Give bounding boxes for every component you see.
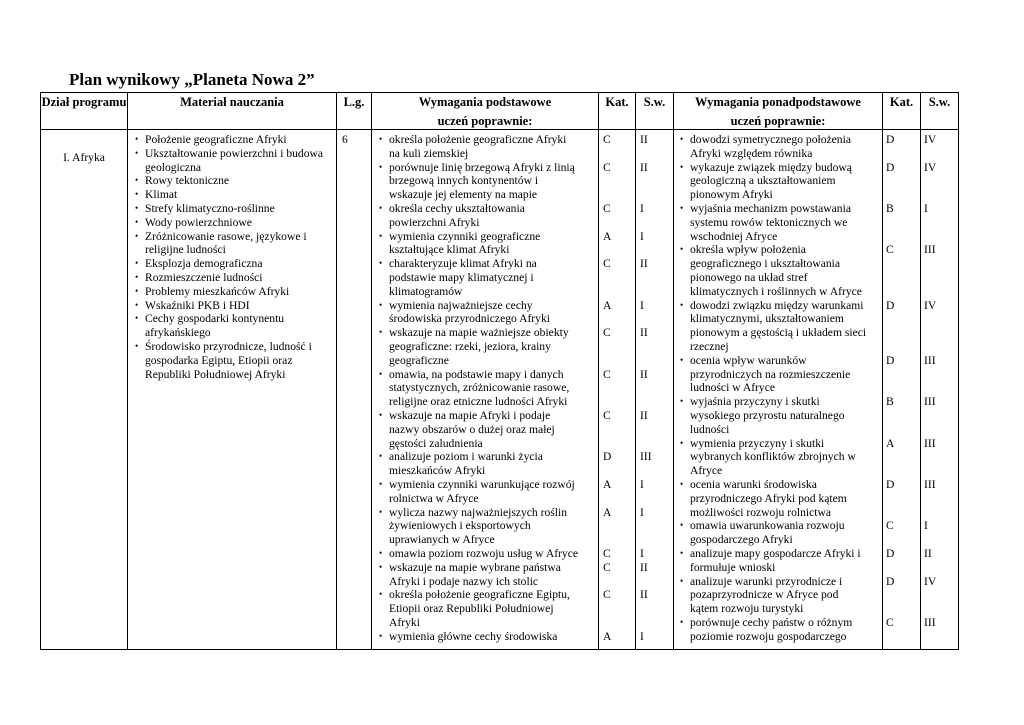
requirement-line: gęstości zaludnienia — [389, 436, 483, 450]
level-code: IV — [924, 160, 937, 174]
requirement-line: • omawia, na podstawie mapy i danych — [389, 367, 564, 381]
level-code: II — [640, 588, 648, 602]
requirement-item — [679, 354, 881, 395]
level-code: II — [640, 257, 648, 271]
category-code: C — [886, 243, 894, 257]
level-code: I — [640, 505, 644, 519]
header-divider — [40, 129, 959, 130]
material-item: • Problemy mieszkańców Afryki — [134, 285, 334, 299]
requirement-text — [679, 519, 881, 547]
requirement-line: geologiczną a ukształtowaniem — [690, 174, 836, 188]
level-code: I — [640, 298, 644, 312]
requirement-item — [679, 575, 881, 616]
header-lg: L.g. — [343, 95, 365, 109]
requirement-line: • określa cechy ukształtowania — [389, 202, 525, 215]
requirement-line: • dowodzi związku między warunkami — [690, 298, 864, 312]
category-code: C — [603, 409, 611, 422]
requirement-line: statystycznych, zróżnicowanie rasowe, — [389, 381, 570, 395]
requirement-line: • określa wpływ położenia — [690, 243, 806, 257]
requirement-line: • wskazuje na mapie wybrane państwa — [389, 560, 561, 574]
requirement-item — [378, 478, 598, 506]
requirement-line: kątem rozwoju turystyki — [690, 602, 804, 616]
requirement-text — [679, 575, 881, 616]
level-code: II — [640, 133, 648, 146]
requirement-item — [378, 161, 598, 202]
requirement-text — [378, 506, 598, 547]
lg-cell: 6 — [342, 133, 348, 146]
category-code: A — [603, 505, 612, 519]
requirement-item — [378, 450, 598, 478]
requirement-line: Afryce — [690, 464, 723, 478]
requirement-line: rzecznej — [690, 339, 729, 353]
requirement-line: rolnictwa w Afryce — [389, 491, 479, 505]
requirement-text — [378, 478, 598, 506]
header-kat-1: Kat. — [605, 95, 629, 109]
requirement-line: • omawia poziom rozwoju usług w Afryce — [389, 547, 578, 560]
category-code: B — [886, 395, 894, 409]
header-sw-1: S.w. — [643, 95, 666, 109]
material-item: • Rozmieszczenie ludności — [134, 271, 334, 285]
requirement-text — [679, 437, 881, 478]
requirement-line: • porównuje linię brzegową Afryki z linią — [389, 160, 575, 174]
requirement-text — [679, 202, 881, 243]
requirement-item — [378, 409, 598, 450]
column-divider — [598, 92, 599, 650]
requirement-text — [679, 616, 881, 644]
requirement-text — [679, 547, 881, 575]
requirement-item — [679, 519, 881, 547]
column-divider — [673, 92, 674, 650]
requirement-line: • charakteryzuje klimat Afryki na — [389, 257, 537, 271]
category-code: D — [886, 160, 895, 174]
requirement-line: przyrodniczych na rozmieszczenie — [690, 367, 851, 381]
category-code: C — [603, 160, 611, 174]
requirement-line: • określa położenie geograficzne Egiptu, — [389, 588, 570, 602]
requirement-item — [378, 230, 598, 258]
category-code: D — [886, 133, 895, 146]
column-divider — [635, 92, 636, 650]
requirement-item — [378, 561, 598, 589]
category-code: C — [603, 133, 611, 146]
column-divider — [920, 92, 921, 650]
level-code: I — [640, 547, 644, 560]
requirement-line: na kuli ziemskiej — [389, 146, 469, 160]
level-code: III — [924, 478, 936, 491]
level-code: III — [640, 450, 652, 464]
category-code: A — [886, 436, 895, 450]
requirement-text — [378, 202, 598, 230]
requirement-line: • wymienia przyczyny i skutki — [690, 436, 825, 450]
requirement-item — [679, 202, 881, 243]
category-code: D — [603, 450, 612, 464]
requirement-text — [679, 243, 881, 298]
requirement-item — [378, 368, 598, 409]
requirement-line: wysokiego przyrostu naturalnego — [690, 408, 845, 422]
category-code: D — [886, 353, 895, 367]
requirement-line: powierzchni Afryki — [389, 215, 480, 229]
requirement-item — [679, 243, 881, 298]
requirement-line: • wylicza nazwy najważniejszych roślin — [389, 505, 568, 519]
requirement-text — [378, 409, 598, 450]
level-code: III — [924, 436, 936, 450]
requirement-line: mieszkańców Afryki — [389, 464, 486, 478]
requirement-line: żywieniowych i eksportowych — [389, 519, 531, 533]
requirement-line: Etiopii oraz Republiki Południowej — [389, 602, 554, 616]
requirement-item — [378, 326, 598, 367]
column-divider — [336, 92, 337, 650]
level-code: II — [640, 367, 648, 381]
requirement-line: • wskazuje na mapie Afryki i podaje — [389, 409, 551, 422]
requirement-line: • wymienia najważniejsze cechy — [389, 298, 533, 312]
requirement-line: formułuje wnioski — [690, 560, 776, 574]
category-code: A — [603, 298, 612, 312]
requirement-line: • wyjaśnia mechanizm powstawania — [690, 202, 851, 215]
level-code: I — [640, 478, 644, 491]
level-code: I — [924, 202, 928, 215]
requirement-item — [679, 395, 881, 436]
requirement-text — [679, 478, 881, 519]
level-code: III — [924, 353, 936, 367]
category-code: C — [603, 367, 611, 381]
requirement-text — [679, 354, 881, 395]
requirement-line: • określa położenie geograficzne Afryki — [389, 133, 567, 146]
requirement-line: pionowego na układ stref — [690, 270, 808, 284]
level-code: IV — [924, 298, 937, 312]
header-podstawowe-line2: uczeń poprawnie: — [437, 114, 533, 128]
requirement-line: klimatogramów — [389, 284, 463, 298]
material-item: • Cechy gospodarki kontynentu afrykańskiego — [134, 312, 334, 340]
level-code: II — [640, 160, 648, 174]
category-code: A — [603, 478, 612, 491]
level-code: I — [640, 202, 644, 215]
category-code: D — [886, 478, 895, 491]
column-divider — [371, 92, 372, 650]
requirement-line: • analizuje mapy gospodarcze Afryki i — [690, 547, 861, 560]
level-code: III — [924, 395, 936, 409]
level-code: II — [640, 409, 648, 422]
requirement-line: możliwości rozwoju rolnictwa — [690, 505, 832, 519]
requirement-text — [378, 561, 598, 589]
level-code: IV — [924, 133, 937, 146]
requirement-line: • wymienia główne cechy środowiska — [389, 629, 558, 643]
category-code: C — [603, 257, 611, 271]
requirement-line: • dowodzi symetrycznego położenia — [690, 133, 851, 146]
requirement-item — [679, 437, 881, 478]
category-code: C — [603, 560, 611, 574]
category-code: C — [886, 519, 894, 533]
material-item: • Klimat — [134, 188, 334, 202]
requirement-line: • ocenia wpływ warunków — [690, 353, 807, 367]
level-code: III — [924, 243, 936, 257]
header-wymagania-ponadpodstawowe — [674, 94, 882, 129]
requirement-item — [679, 161, 881, 202]
material-list — [134, 133, 334, 381]
requirement-item — [679, 299, 881, 354]
requirement-line: przyrodniczego Afryki pod kątem — [690, 491, 847, 505]
requirement-item — [378, 588, 598, 629]
requirement-text — [378, 630, 598, 644]
category-code: A — [603, 229, 612, 243]
level-code: III — [924, 616, 936, 629]
requirement-item — [679, 616, 881, 644]
requirement-line: • wskazuje na mapie ważniejsze obiekty — [389, 326, 569, 340]
requirement-line: pionowym a gęstością i układem sieci — [690, 326, 867, 340]
material-item: • Wskaźniki PKB i HDI — [134, 299, 334, 313]
header-sw-2: S.w. — [928, 95, 951, 109]
requirement-item — [378, 202, 598, 230]
category-code: C — [603, 202, 611, 215]
requirement-text — [378, 257, 598, 298]
requirement-item — [378, 133, 598, 161]
requirement-line: geograficzne: rzeki, jeziora, krainy — [389, 339, 551, 353]
requirement-line: wschodniej Afryce — [690, 229, 778, 243]
header-kat-2: Kat. — [889, 95, 914, 109]
material-item: • Rowy tektoniczne — [134, 174, 334, 188]
requirement-line: środowiska przyrodniczego Afryki — [389, 312, 550, 326]
material-item: • Eksplozja demograficzna — [134, 257, 334, 271]
requirement-text — [679, 161, 881, 202]
category-code: C — [603, 588, 611, 602]
material-items — [134, 133, 334, 381]
requirement-line: brzegową innych kontynentów i — [389, 174, 539, 188]
category-code: C — [603, 547, 611, 560]
requirement-line: pozaprzyrodnicze w Afryce pod — [690, 588, 839, 602]
requirement-line: klimatycznych i roślinnych w Afryce — [690, 284, 862, 298]
requirement-line: • wykazuje związek między budową — [690, 160, 852, 174]
header-material: Materiał nauczania — [180, 95, 284, 109]
requirement-line: Afryki — [389, 615, 420, 629]
requirement-item — [679, 133, 881, 161]
requirement-line: wskazuje jej elementy na mapie — [389, 188, 538, 202]
category-code: D — [886, 547, 895, 560]
material-item: • Ukształtowanie powierzchni i budowa geologiczna — [134, 147, 334, 175]
requirement-text — [378, 588, 598, 629]
requirement-item — [378, 257, 598, 298]
category-code: D — [886, 298, 895, 312]
level-code: I — [640, 229, 644, 243]
category-code: C — [886, 616, 894, 629]
requirement-text — [378, 161, 598, 202]
requirement-line: religijne oraz etniczne ludności Afryki — [389, 395, 568, 409]
requirement-line: • analizuje poziom i warunki życia — [389, 450, 543, 464]
level-code: II — [924, 547, 932, 560]
header-ponad-line1: Wymagania ponadpodstawowe — [695, 95, 861, 109]
requirement-line: • wyjaśnia przyczyny i skutki — [690, 395, 820, 409]
material-item: • Położenie geograficzne Afryki — [134, 133, 334, 147]
requirement-item — [378, 630, 598, 644]
requirement-line: ludności — [690, 422, 730, 436]
requirement-line: • analizuje warunki przyrodnicze i — [690, 574, 843, 588]
requirement-line: wybranych konfliktów zbrojnych w — [690, 450, 856, 464]
material-item: • Strefy klimatyczno-roślinne — [134, 202, 334, 216]
header-podstawowe-line1: Wymagania podstawowe — [418, 95, 552, 109]
requirement-item — [378, 299, 598, 327]
header-wymagania-podstawowe — [372, 94, 598, 129]
requirement-text — [378, 230, 598, 258]
material-item: • Środowisko przyrodnicze, ludność i gospodarka Egiptu, Etiopii oraz Republiki Południowej Afryki — [134, 340, 334, 381]
requirement-line: klimatycznymi, ukształtowaniem — [690, 312, 844, 326]
requirement-text — [378, 368, 598, 409]
material-item: • Zróżnicowanie rasowe, językowe i religijne ludności — [134, 230, 334, 258]
requirement-text — [378, 326, 598, 367]
requirement-line: Afryki i podaje nazwy ich stolic — [389, 574, 539, 588]
requirement-line: nazwy obszarów o dużej oraz małej — [389, 422, 555, 436]
category-code: D — [886, 574, 895, 588]
requirement-item — [378, 506, 598, 547]
level-code: I — [640, 629, 644, 643]
requirement-line: pionowym Afryki — [690, 188, 773, 202]
requirement-text — [378, 547, 598, 561]
requirement-text — [679, 133, 881, 161]
requirement-line: geograficzne — [389, 353, 449, 367]
requirement-line: Afryki względem równika — [690, 146, 813, 160]
requirement-item — [679, 547, 881, 575]
requirement-line: • ocenia warunki środowiska — [690, 478, 817, 491]
category-code: A — [603, 629, 612, 643]
level-code: IV — [924, 574, 937, 588]
requirement-text — [679, 395, 881, 436]
requirement-line: geograficznego i ukształtowania — [690, 257, 841, 271]
level-code: II — [640, 560, 648, 574]
category-code: C — [603, 326, 611, 340]
requirement-line: uprawianych w Afryce — [389, 533, 495, 547]
requirement-line: systemu rowów tektonicznych we — [690, 215, 848, 229]
requirement-line: ludności w Afryce — [690, 381, 775, 395]
level-code: II — [640, 326, 648, 340]
header-dzial: Dział programu — [41, 95, 127, 109]
category-code: B — [886, 202, 894, 215]
requirement-text — [378, 299, 598, 327]
requirement-item — [679, 478, 881, 519]
requirement-line: • omawia uwarunkowania rozwoju — [690, 519, 845, 533]
header-ponad-line2: uczeń poprawnie: — [730, 114, 826, 128]
requirement-text — [679, 299, 881, 354]
requirement-line: • wymienia czynniki geograficzne — [389, 229, 541, 243]
requirement-line: • wymienia czynniki warunkujące rozwój — [389, 478, 575, 491]
material-item: • Wody powierzchniowe — [134, 216, 334, 230]
requirement-text — [378, 133, 598, 161]
requirement-line: poziomie rozwoju gospodarczego — [690, 629, 847, 643]
requirement-line: podstawie mapy klimatycznej i — [389, 270, 534, 284]
column-divider — [882, 92, 883, 650]
column-divider — [127, 92, 128, 650]
document-title: Plan wynikowy „Planeta Nowa 2” — [69, 70, 315, 89]
requirement-line: kształtujące klimat Afryki — [389, 243, 510, 257]
requirement-line: gospodarczego Afryki — [690, 533, 793, 547]
dzial-cell: I. Afryka — [63, 151, 105, 164]
requirement-item — [378, 547, 598, 561]
requirement-text — [378, 450, 598, 478]
requirement-line: • porównuje cechy państw o różnym — [690, 616, 853, 629]
level-code: I — [924, 519, 928, 533]
